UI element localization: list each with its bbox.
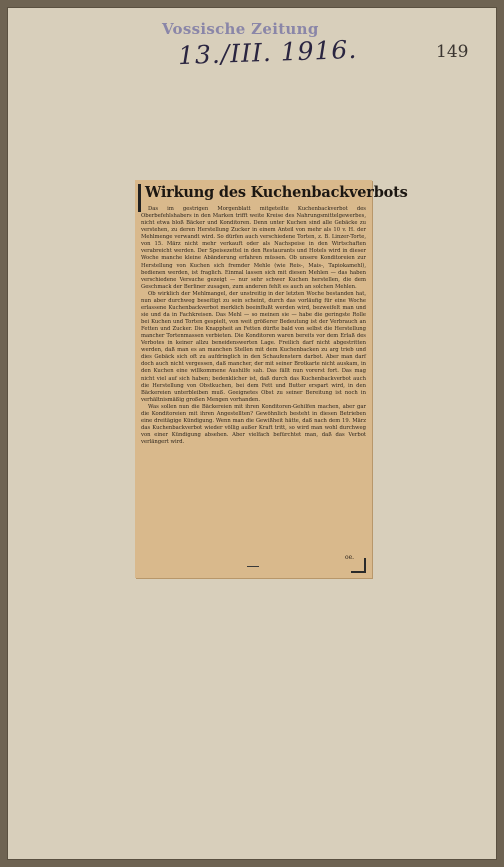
newspaper-name-stamp: Vossische Zeitung <box>162 20 319 38</box>
article-paragraph: Was sollen nun die Bäckereien mit ihren Konditoren-Gehilfen machen, aber gar die Konditoreien mit ihren Angestellten? Gewöhnlich besteht in diesen Betrieben eine dreitägige Kündigung. Wenn man die Gewißheit hätte, daß nach dem 19. März das Kuchenbackverbot wieder völlig außer Kraft tritt, so wird man wohl durchweg von einer Kündigung absehen. Aber vielfach befürchtet man, daß das Verbot verlängert wird. <box>141 403 366 446</box>
archive-page <box>7 7 497 860</box>
clipping-corner-mark-base <box>351 571 366 573</box>
end-rule <box>247 566 259 567</box>
handwritten-date: 13./III. 1916. <box>177 34 358 71</box>
clipping-corner-mark <box>364 558 366 572</box>
article-paragraph: Ob wirklich der Mehlmangel, der unstreitig in der letzten Woche bestanden hat, nun aber durchweg beseitigt zu sein scheint, durch das vorläufig für eine Woche erlassene Kuchenbackverbot merklich beeinflußt werden wird, bezweifelt man und sie und da in Fachkreisen. Das Mehl — so meinen sie — habe die geringste Rolle bei Kuchen und Torten gespielt, von weit größerer Bedeutung ist der Verbrauch an Fetten und Zucker. Die Knappheit an Fetten dürfte bald von selbst die Herstellung mancher Tortenmassen verbieten. Die Konditoren waren bereits vor dem Erlaß des Verbotes in keiner allzu beneidenswerten Lage. Freilich darf nicht abgestritten werden, daß man es an manchen Stellen mit dem Kuchenbacken zu arg trieb und dies Gebäck sich oft zu aufdringlich in den Schaufenstern darbot. Aber man darf doch auch nicht vergessen, daß mancher, der mit seiner Brotkarte nicht auskam, in den Kuchen eine willkommene Aushilfe sah. Das fällt nun vorerst fort. Das mag nicht viel auf sich haben; bedenklicher ist, daß durch das Kuchenbackverbot auch die Herstellung von Obstkuchen, bei dem Fett und Butter erspart wird, in den Bäckereien unterbleiben muß. Geeignetes Obst zu seiner Bereitung ist noch in verhältnismäßig großen Mengen vorhanden. <box>141 290 366 403</box>
author-signature: oe. <box>345 554 355 561</box>
article-body <box>141 206 366 446</box>
article-paragraph: Das im gestrigen Morgenblatt mitgeteilte Kuchenbackverbot des Oberbefehlshabers in den Marken trifft weite Kreise des Nahrungsmittelgewerbes, nicht etwa bloß Bäcker und Konditoren. Denn unter Kuchen sind alle Gebäcke zu verstehen, zu deren Herstellung Zucker in einem Anteil von mehr als 10 v. H. der Mehlmenge verwandt wird. So dürfen auch verschiedene Torten, z. B. Linzer-Torte, von 15. März nicht mehr verkauft oder als Nachspeise in den Wirtschaften verabreicht werden. Der Speisezettel in den Restaurants und Hotels wird in dieser Woche manche kleine Abänderung erfahren müssen. Ob unsere Konditoreien zur Herstellung von Kuchen sich fremder Mehle (wie Reis-, Mais-, Tapiokamehl), bedienen werden, ist fraglich. Einmal lassen sich mit diesen Mehlen — das haben verschiedene Versuche gezeigt — nur sehr schwer Kuchen herstellen, die dem Geschmack der Berliner zusagen, zum anderen fehlt es auch an solchen Mehlen. <box>141 206 366 290</box>
newspaper-clipping <box>135 180 408 578</box>
page-number: 149 <box>436 42 469 62</box>
article-headline: Wirkung des Kuchenbackverbots <box>145 184 408 201</box>
